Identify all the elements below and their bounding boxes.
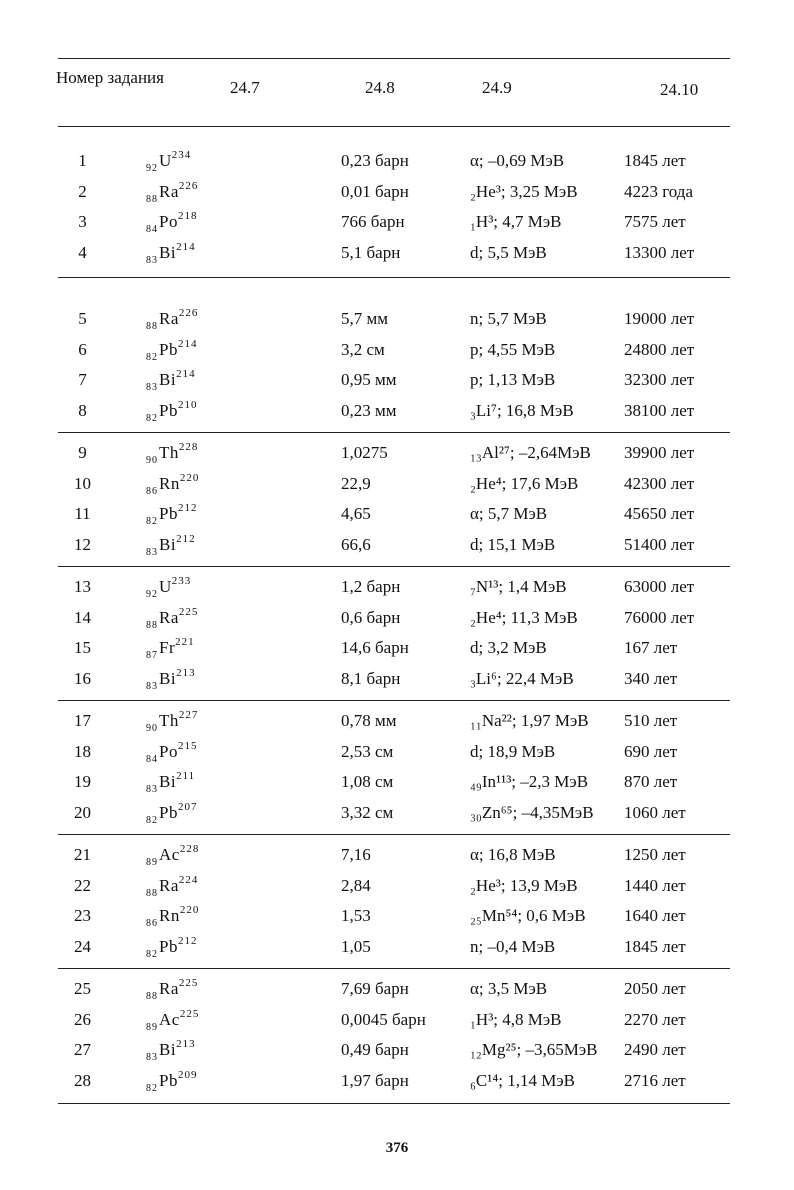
atomic-number: 83	[146, 1052, 158, 1063]
group-separator	[58, 968, 730, 969]
cell-24-9: α; 5,7 МэВ	[470, 504, 548, 523]
cell-24-8: 1,97 барн	[341, 1070, 409, 1090]
atomic-number: 83	[146, 680, 158, 692]
cell-24-10: 870 лет	[624, 772, 678, 791]
mass-number: 226	[178, 307, 199, 319]
nuclide	[146, 1039, 196, 1064]
cell-24-10: 1060 лет	[624, 802, 686, 822]
nuclide	[146, 1070, 197, 1095]
mass-number: 234	[171, 149, 192, 161]
element-symbol: Pb	[159, 339, 178, 359]
cell-24-10: 38100 лет	[624, 400, 695, 420]
task-number: 14	[74, 607, 91, 627]
atomic-number: 83	[146, 546, 158, 558]
table-row	[0, 741, 794, 771]
task-number: 15	[74, 638, 91, 657]
cell-24-9: α; 3,5 МэВ	[470, 979, 548, 998]
table-row	[0, 150, 794, 180]
cell-24-8: 0,23 барн	[341, 151, 409, 170]
group-separator	[58, 700, 730, 701]
table-row	[0, 905, 794, 935]
mass-number: 221	[175, 636, 195, 648]
cell-24-9: ₂He⁴; 11,3 МэВ	[470, 607, 578, 627]
element-symbol: Ac	[159, 1009, 180, 1029]
element-symbol: Fr	[159, 638, 176, 657]
mass-number: 214	[177, 337, 198, 350]
cell-24-8: 66,6	[341, 534, 371, 554]
task-number: 23	[74, 906, 91, 925]
mass-number: 220	[179, 904, 200, 916]
cell-24-9: ₁₁Na²²; 1,97 МэВ	[470, 711, 589, 730]
cell-24-9: p; 1,13 МэВ	[470, 370, 556, 389]
cell-24-9: ₆C¹⁴; 1,14 МэВ	[470, 1070, 576, 1090]
cell-24-10: 63000 лет	[624, 577, 695, 596]
group-separator	[58, 277, 730, 278]
atomic-number: 92	[146, 589, 158, 600]
atomic-number: 84	[146, 753, 158, 765]
cell-24-8: 5,7 мм	[341, 309, 389, 328]
cell-24-10: 510 лет	[624, 711, 678, 730]
nuclide	[146, 242, 196, 267]
cell-24-9: p; 4,55 МэВ	[470, 339, 556, 359]
cell-24-10: 2490 лет	[624, 1040, 686, 1059]
table-row	[0, 576, 794, 606]
mass-number: 212	[177, 934, 198, 947]
cell-24-8: 1,08 см	[341, 772, 394, 791]
mass-number: 220	[179, 471, 200, 484]
mass-number: 233	[171, 575, 192, 587]
table-top-rule	[58, 58, 730, 59]
mass-number: 227	[178, 709, 199, 721]
group-separator	[58, 834, 730, 835]
element-symbol: Bi	[159, 668, 177, 688]
atomic-number: 88	[146, 991, 158, 1002]
atomic-number: 92	[146, 163, 158, 174]
cell-24-10: 1640 лет	[624, 906, 686, 925]
task-number: 22	[74, 875, 91, 895]
element-symbol: Ra	[159, 309, 179, 328]
table-row	[0, 339, 794, 369]
table-row	[0, 607, 794, 637]
mass-number: 215	[177, 739, 198, 752]
atomic-number: 89	[146, 857, 158, 868]
atomic-number: 82	[146, 1082, 158, 1094]
element-symbol: U	[159, 151, 172, 170]
cell-24-8: 0,78 мм	[341, 711, 397, 730]
nuclide	[146, 473, 199, 498]
element-symbol: Ra	[159, 181, 179, 201]
cell-24-9: n; –0,4 МэВ	[470, 936, 556, 956]
cell-24-8: 0,6 барн	[341, 607, 401, 627]
mass-number: 214	[176, 368, 196, 380]
table-row	[0, 802, 794, 832]
task-number: 28	[74, 1070, 91, 1090]
cell-24-9: n; 5,7 МэВ	[470, 309, 547, 328]
atomic-number: 87	[146, 650, 158, 661]
cell-24-9: ₇N¹³; 1,4 МэВ	[470, 577, 567, 596]
task-number: 13	[74, 577, 91, 596]
task-number: 26	[74, 1009, 91, 1029]
header-task-number: Номер задания	[56, 68, 164, 87]
task-number: 27	[74, 1040, 91, 1059]
cell-24-10: 39900 лет	[624, 443, 695, 462]
group-separator	[58, 432, 730, 433]
cell-24-8: 0,49 барн	[341, 1040, 409, 1059]
nuclide	[146, 637, 195, 662]
element-symbol: Ac	[159, 845, 180, 864]
element-symbol: Bi	[159, 534, 177, 554]
mass-number: 225	[178, 605, 199, 618]
element-symbol: Bi	[159, 1040, 177, 1059]
element-symbol: Rn	[159, 473, 180, 493]
cell-24-8: 0,01 барн	[341, 181, 409, 201]
nuclide	[146, 802, 197, 827]
mass-number: 213	[176, 1038, 196, 1050]
cell-24-10: 32300 лет	[624, 370, 695, 389]
cell-24-9: ₃Li⁷; 16,8 МэВ	[470, 400, 574, 420]
header-col-24-7: 24.7	[230, 78, 260, 97]
mass-number: 226	[178, 179, 199, 192]
cell-24-9: ₃Li⁶; 22,4 МэВ	[470, 668, 574, 688]
nuclide	[146, 978, 198, 1003]
cell-24-10: 690 лет	[624, 741, 678, 761]
atomic-number: 82	[146, 412, 158, 424]
cell-24-10: 2716 лет	[624, 1070, 686, 1090]
cell-24-10: 2050 лет	[624, 979, 686, 998]
table-row	[0, 400, 794, 430]
mass-number: 218	[177, 210, 198, 222]
atomic-number: 83	[146, 254, 158, 266]
table-row	[0, 442, 794, 472]
cell-24-9: ₁H³; 4,7 МэВ	[470, 212, 562, 231]
cell-24-8: 1,53	[341, 906, 371, 925]
atomic-number: 84	[146, 224, 158, 235]
element-symbol: Pb	[159, 936, 178, 956]
element-symbol: Po	[159, 741, 178, 761]
nuclide	[146, 442, 198, 467]
atomic-number: 86	[146, 485, 158, 497]
atomic-number: 88	[146, 619, 158, 631]
table-row	[0, 1009, 794, 1039]
atomic-number: 88	[146, 887, 158, 899]
task-number: 1	[78, 151, 87, 170]
atomic-number: 88	[146, 321, 158, 332]
cell-24-10: 45650 лет	[624, 504, 695, 523]
element-symbol: Po	[159, 212, 178, 231]
table-row	[0, 473, 794, 503]
cell-24-9: ₁H³; 4,8 МэВ	[470, 1009, 562, 1029]
atomic-number: 90	[146, 455, 158, 466]
element-symbol: Ra	[159, 979, 179, 998]
cell-24-10: 19000 лет	[624, 309, 695, 328]
nuclide	[146, 339, 197, 364]
cell-24-9: d; 18,9 МэВ	[470, 741, 556, 761]
atomic-number: 82	[146, 351, 158, 363]
element-symbol: Bi	[159, 242, 177, 262]
task-number: 16	[74, 668, 91, 688]
mass-number: 224	[178, 873, 199, 886]
mass-number: 207	[177, 800, 198, 813]
nuclide	[146, 150, 191, 175]
atomic-number: 83	[146, 382, 158, 393]
cell-24-9: ₁₃Al²⁷; –2,64МэВ	[470, 443, 591, 462]
nuclide	[146, 534, 196, 559]
task-number: 2	[78, 181, 87, 201]
task-number: 6	[78, 339, 87, 359]
element-symbol: Pb	[159, 400, 178, 420]
mass-number: 210	[177, 398, 198, 411]
cell-24-10: 13300 лет	[624, 242, 695, 262]
nuclide	[146, 668, 196, 693]
element-symbol: Th	[159, 443, 179, 462]
nuclide	[146, 936, 197, 961]
element-symbol: Ra	[159, 875, 179, 895]
task-number: 4	[78, 242, 87, 262]
cell-24-10: 76000 лет	[624, 607, 695, 627]
task-number: 25	[74, 979, 91, 998]
cell-24-8: 766 барн	[341, 212, 405, 231]
cell-24-9: d; 5,5 МэВ	[470, 242, 547, 262]
cell-24-10: 51400 лет	[624, 534, 695, 554]
task-number: 24	[74, 936, 91, 956]
element-symbol: Bi	[159, 772, 177, 791]
cell-24-8: 3,2 см	[341, 339, 385, 359]
cell-24-9: ₂He⁴; 17,6 МэВ	[470, 473, 579, 493]
task-number: 20	[74, 802, 91, 822]
task-number: 3	[78, 212, 87, 231]
task-number: 11	[74, 504, 91, 523]
nuclide	[146, 576, 191, 601]
atomic-number: 88	[146, 193, 158, 205]
element-symbol: Pb	[159, 504, 178, 523]
task-number: 12	[74, 534, 91, 554]
cell-24-8: 2,84	[341, 875, 371, 895]
nuclide	[146, 400, 197, 425]
cell-24-10: 1845 лет	[624, 151, 686, 170]
cell-24-8: 1,0275	[341, 443, 388, 462]
cell-24-8: 1,05	[341, 936, 371, 956]
task-number: 18	[74, 741, 91, 761]
table-row	[0, 978, 794, 1008]
nuclide	[146, 771, 195, 796]
cell-24-9: ₁₂Mg²⁵; –3,65МэВ	[470, 1040, 598, 1059]
table-row	[0, 668, 794, 698]
table-row	[0, 936, 794, 966]
task-number: 8	[78, 400, 87, 420]
table-bottom-rule	[58, 1103, 730, 1104]
cell-24-10: 1440 лет	[624, 875, 686, 895]
table-row	[0, 710, 794, 740]
task-number: 21	[74, 845, 91, 864]
nuclide	[146, 211, 197, 236]
mass-number: 214	[176, 240, 196, 253]
mass-number: 212	[177, 502, 198, 514]
task-number: 5	[78, 309, 87, 328]
table-row	[0, 369, 794, 399]
table-row	[0, 1039, 794, 1069]
cell-24-9: ₂He³; 13,9 МэВ	[470, 875, 578, 895]
cell-24-10: 42300 лет	[624, 473, 695, 493]
cell-24-8: 8,1 барн	[341, 668, 401, 688]
cell-24-9: α; –0,69 МэВ	[470, 151, 565, 170]
atomic-number: 89	[146, 1021, 158, 1033]
nuclide	[146, 369, 196, 394]
cell-24-8: 4,65	[341, 504, 371, 523]
element-symbol: Bi	[159, 370, 177, 389]
mass-number: 225	[179, 1007, 200, 1020]
element-symbol: Rn	[159, 906, 180, 925]
table-row	[0, 211, 794, 241]
header-col-24-10: 24.10	[660, 80, 699, 99]
cell-24-8: 0,95 мм	[341, 370, 397, 389]
table-row	[0, 534, 794, 564]
task-number: 7	[78, 370, 87, 389]
atomic-number: 82	[146, 516, 158, 527]
atomic-number: 83	[146, 784, 158, 795]
nuclide	[146, 1009, 199, 1034]
cell-24-8: 3,32 см	[341, 802, 394, 822]
cell-24-10: 1845 лет	[624, 936, 686, 956]
table-row	[0, 181, 794, 211]
task-number: 19	[74, 772, 91, 791]
nuclide	[146, 844, 199, 869]
cell-24-9: d; 3,2 МэВ	[470, 638, 547, 657]
element-symbol: Pb	[159, 802, 178, 822]
cell-24-8: 1,2 барн	[341, 577, 401, 596]
header-col-24-8: 24.8	[365, 78, 395, 97]
cell-24-8: 14,6 барн	[341, 638, 409, 657]
cell-24-9: ₄₉In¹¹³; –2,3 МэВ	[470, 772, 589, 791]
element-symbol: Ra	[159, 607, 179, 627]
cell-24-8: 0,23 мм	[341, 400, 397, 420]
mass-number: 228	[178, 441, 199, 453]
task-number: 10	[74, 473, 91, 493]
nuclide	[146, 181, 198, 206]
mass-number: 213	[176, 666, 196, 679]
table-row	[0, 771, 794, 801]
group-separator	[58, 566, 730, 567]
table-row	[0, 503, 794, 533]
cell-24-9: ₂₅Mn⁵⁴; 0,6 МэВ	[470, 906, 586, 925]
cell-24-9: α; 16,8 МэВ	[470, 845, 556, 864]
table-row	[0, 875, 794, 905]
page-number: 376	[385, 1140, 409, 1156]
element-symbol: Th	[159, 711, 179, 730]
nuclide	[146, 607, 198, 632]
mass-number: 228	[179, 843, 200, 855]
mass-number: 211	[176, 770, 196, 782]
nuclide	[146, 308, 198, 333]
table-row	[0, 1070, 794, 1100]
header-rule	[58, 126, 730, 127]
cell-24-9: ₂He³; 3,25 МэВ	[470, 181, 578, 201]
atomic-number: 82	[146, 948, 158, 960]
cell-24-8: 7,69 барн	[341, 979, 409, 998]
atomic-number: 82	[146, 814, 158, 826]
table-row	[0, 637, 794, 667]
table-row	[0, 242, 794, 272]
task-number: 9	[78, 443, 87, 462]
cell-24-10: 7575 лет	[624, 212, 686, 231]
cell-24-10: 4223 года	[624, 181, 694, 201]
table-row	[0, 844, 794, 874]
cell-24-9: d; 15,1 МэВ	[470, 534, 556, 554]
cell-24-8: 5,1 барн	[341, 242, 401, 262]
cell-24-10: 2270 лет	[624, 1009, 686, 1029]
mass-number: 209	[177, 1068, 198, 1081]
cell-24-8: 22,9	[341, 473, 371, 493]
cell-24-8: 7,16	[341, 845, 371, 864]
atomic-number: 90	[146, 723, 158, 734]
element-symbol: U	[159, 577, 172, 596]
task-number: 17	[74, 711, 91, 730]
cell-24-9: ₃₀Zn⁶⁵; –4,35МэВ	[470, 802, 594, 822]
nuclide	[146, 875, 198, 900]
element-symbol: Pb	[159, 1070, 178, 1090]
header-col-24-9: 24.9	[482, 78, 512, 97]
mass-number: 212	[176, 532, 196, 545]
table-row	[0, 308, 794, 338]
cell-24-10: 1250 лет	[624, 845, 686, 864]
nuclide	[146, 503, 197, 528]
nuclide	[146, 905, 199, 930]
nuclide	[146, 710, 198, 735]
cell-24-8: 2,53 см	[341, 741, 394, 761]
cell-24-10: 24800 лет	[624, 339, 695, 359]
cell-24-8: 0,0045 барн	[341, 1009, 426, 1029]
mass-number: 225	[178, 977, 199, 989]
atomic-number: 86	[146, 918, 158, 929]
nuclide	[146, 741, 197, 766]
cell-24-10: 340 лет	[624, 668, 678, 688]
cell-24-10: 167 лет	[624, 638, 678, 657]
